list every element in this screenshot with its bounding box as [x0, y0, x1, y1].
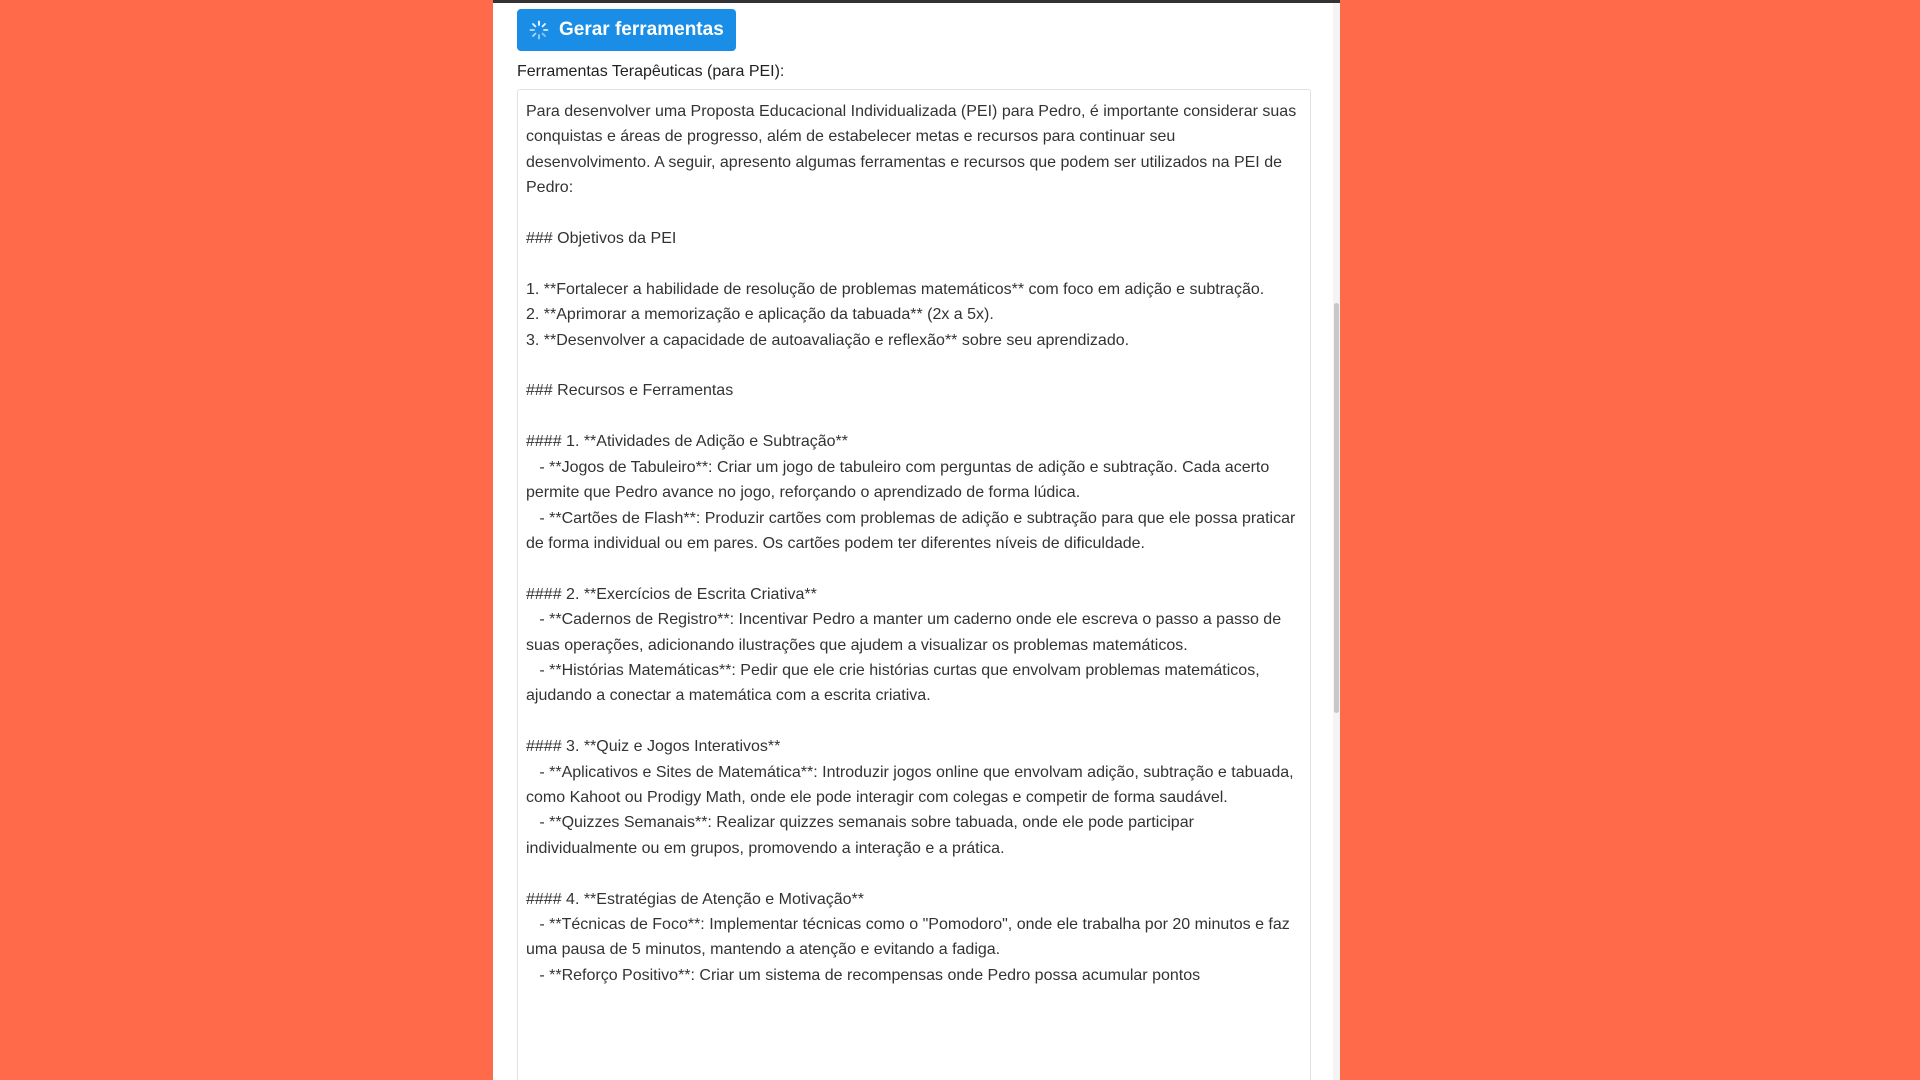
content-panel	[493, 0, 1340, 1080]
spinner-icon	[529, 20, 549, 40]
section-label: Ferramentas Terapêuticas (para PEI):	[517, 63, 785, 80]
scrollbar-thumb[interactable]	[1334, 303, 1339, 713]
generate-tools-button[interactable]	[517, 9, 736, 51]
output-text: Para desenvolver uma Proposta Educacional Individualizada (PEI) para Pedro, é importante considerar suas conquistas e áreas de progresso, além de estabelecer metas e recursos para continuar seu desenvolvimento. A seguir, apresento algumas ferramentas e recursos que podem ser utilizados na PEI de Pedro: ### Objetivos da PEI 1. **Fortalecer a habilidade de resolução de problemas matemáticos** com foco em adição e subtração. 2. **Aprimorar a memorização e aplicação da tabuada** (2x a 5x). 3. **Desenvolver a capacidade de autoavaliação e reflexão** sobre seu aprendizado. ### Recursos e Ferramentas #### 1. **Atividades de Adição e Subtração** - **Jogos de Tabuleiro**: Criar um jogo de tabuleiro com perguntas de adição e subtração. Cada acerto permite que Pedro avance no jogo, reforçando o aprendizado de forma lúdica. - **Cartões de Flash**: Produzir cartões com problemas de adição e subtração para que ele possa praticar de forma individual ou em pares. Os cartões podem ter diferentes níveis de dificuldade. #### 2. **Exercícios de Escrita Criativa** - **Cadernos de Registro**: Incentivar Pedro a manter um caderno onde ele escreva o passo a passo de suas operações, adicionando ilustrações que ajudem a visualizar os problemas matemáticos. - **Histórias Matemáticas**: Pedir que ele crie histórias curtas que envolvam problemas matemáticos, ajudando a conectar a matemática com a escrita criativa. #### 3. **Quiz e Jogos Interativos** - **Aplicativos e Sites de Matemática**: Introduzir jogos online que envolvam adição, subtração e tabuada, como Kahoot ou Prodigy Math, onde ele pode interagir com colegas e competir de forma saudável. - **Quizzes Semanais**: Realizar quizzes semanais sobre tabuada, onde ele pode participar individualmente ou em grupos, promovendo a interação e a prática. #### 4. **Estratégias de Atenção e Motivação** - **Técnicas de Foco**: Implementar técnicas como o "Pomodoro", onde ele trabalha por 20 minutos e faz uma pausa de 5 minutos, mantendo a atenção e evitando a fadiga. - **Reforço Positivo**: Criar um sistema de recompensas onde Pedro possa acumular pontos	[526, 103, 1297, 984]
output-textarea[interactable]	[517, 89, 1311, 1080]
generate-tools-label: Gerar ferramentas	[559, 19, 724, 40]
